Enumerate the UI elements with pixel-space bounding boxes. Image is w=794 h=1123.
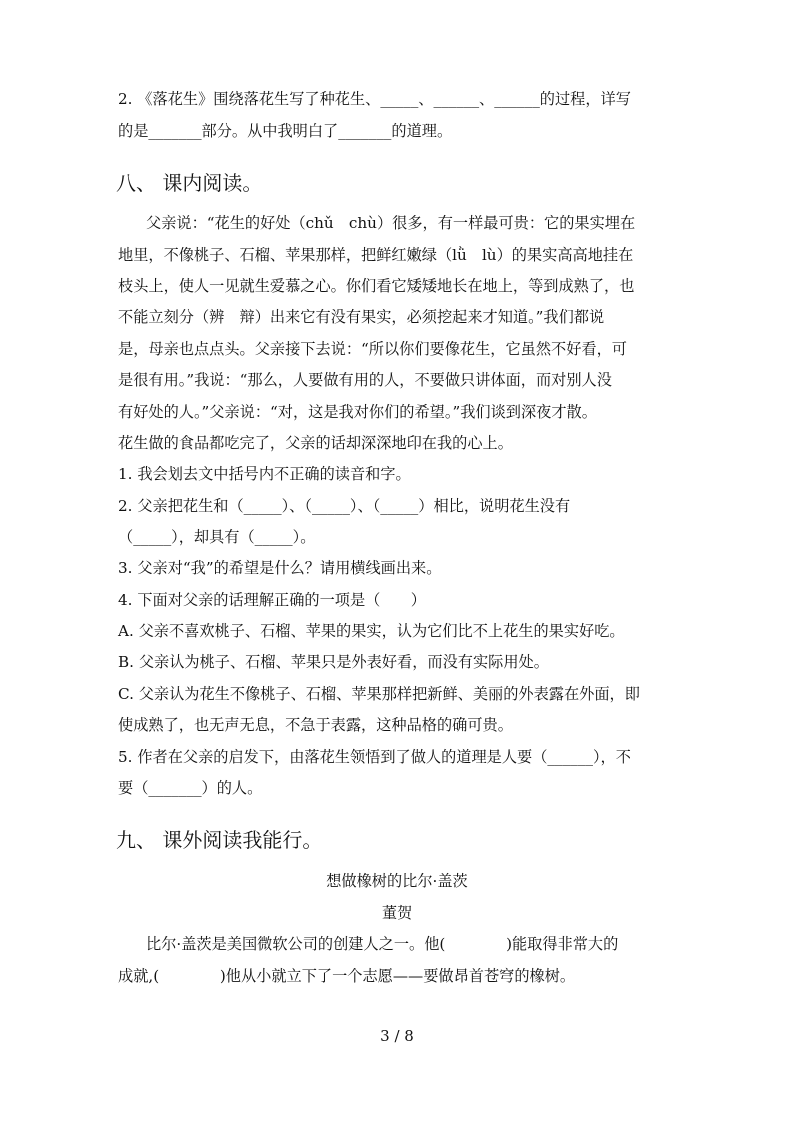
passage-line: 是，母亲也点点头。父亲接下去说：“所以你们要像花生，它虽然不好看，可 bbox=[118, 340, 627, 358]
passage-line: 不能立刻分（辨 辩）出来它有没有果实，必须挖起来才知道。”我们都说 bbox=[118, 308, 605, 326]
question-2-line-2: （_____），却具有（_____）。 bbox=[118, 528, 316, 546]
question-2-line-1: 2. 父亲把花生和（_____）、（_____）、（_____）相比，说明花生没有 bbox=[118, 497, 571, 515]
q2-line-2: 的是_______部分。从中我明白了_______的道理。 bbox=[118, 122, 453, 140]
article-title: 想做橡树的比尔·盖茨 bbox=[326, 872, 468, 890]
passage-line: 枝头上，使人一见就生爱慕之心。你们看它矮矮地长在地上，等到成熟了，也 bbox=[118, 277, 635, 295]
article-line: 比尔·盖茨是美国微软公司的创建人之一。他( )能取得非常大的 bbox=[146, 935, 619, 953]
option-a: A. 父亲不喜欢桃子、石榴、苹果的果实，认为它们比不上花生的果实好吃。 bbox=[118, 622, 625, 640]
option-c-line-1: C. 父亲认为花生不像桃子、石榴、苹果那样把新鲜、美丽的外表露在外面，即 bbox=[118, 685, 640, 703]
passage-line: 地里，不像桃子、石榴、苹果那样，把鲜红嫩绿（lǜ lù）的果实高高地挂在 bbox=[118, 246, 634, 264]
question-5-line-1: 5. 作者在父亲的启发下，由落花生领悟到了做人的道理是人要（______），不 bbox=[118, 748, 631, 766]
question-5-line-2: 要（_______）的人。 bbox=[118, 779, 263, 797]
section-8-heading: 八、 课内阅读。 bbox=[116, 171, 263, 195]
question-1: 1. 我会划去文中括号内不正确的读音和字。 bbox=[118, 465, 411, 483]
question-3: 3. 父亲对“我”的希望是什么？请用横线画出来。 bbox=[118, 559, 442, 577]
passage-line: 花生做的食品都吃完了，父亲的话却深深地印在我的心上。 bbox=[118, 434, 513, 452]
article-author: 董贺 bbox=[381, 904, 413, 922]
article-line: 成就,( )他从小就立下了一个志愿——要做昂首苍穹的橡树。 bbox=[118, 967, 576, 985]
section-9-heading: 九、 课外阅读我能行。 bbox=[116, 828, 323, 852]
option-c-line-2: 使成熟了，也无声无息，不急于表露，这种品格的确可贵。 bbox=[118, 716, 513, 734]
passage-line: 父亲说：“花生的好处（chǔ chù）很多，有一样最可贵：它的果实埋在 bbox=[146, 214, 636, 232]
option-b: B. 父亲认为桃子、石榴、苹果只是外表好看，而没有实际用处。 bbox=[118, 653, 549, 671]
passage-line: 有好处的人。”父亲说：“对，这是我对你们的希望。”我们谈到深夜才散。 bbox=[118, 403, 597, 421]
passage-line: 是很有用。”我说：“那么，人要做有用的人，不要做只讲体面，而对别人没 bbox=[118, 371, 612, 389]
q2-line-1: 2. 《落花生》围绕落花生写了种花生、_____、______、______的过程，详写 bbox=[118, 90, 631, 108]
page-number: 3 / 8 bbox=[380, 1027, 414, 1045]
question-4: 4. 下面对父亲的话理解正确的一项是（ ） bbox=[118, 591, 426, 609]
